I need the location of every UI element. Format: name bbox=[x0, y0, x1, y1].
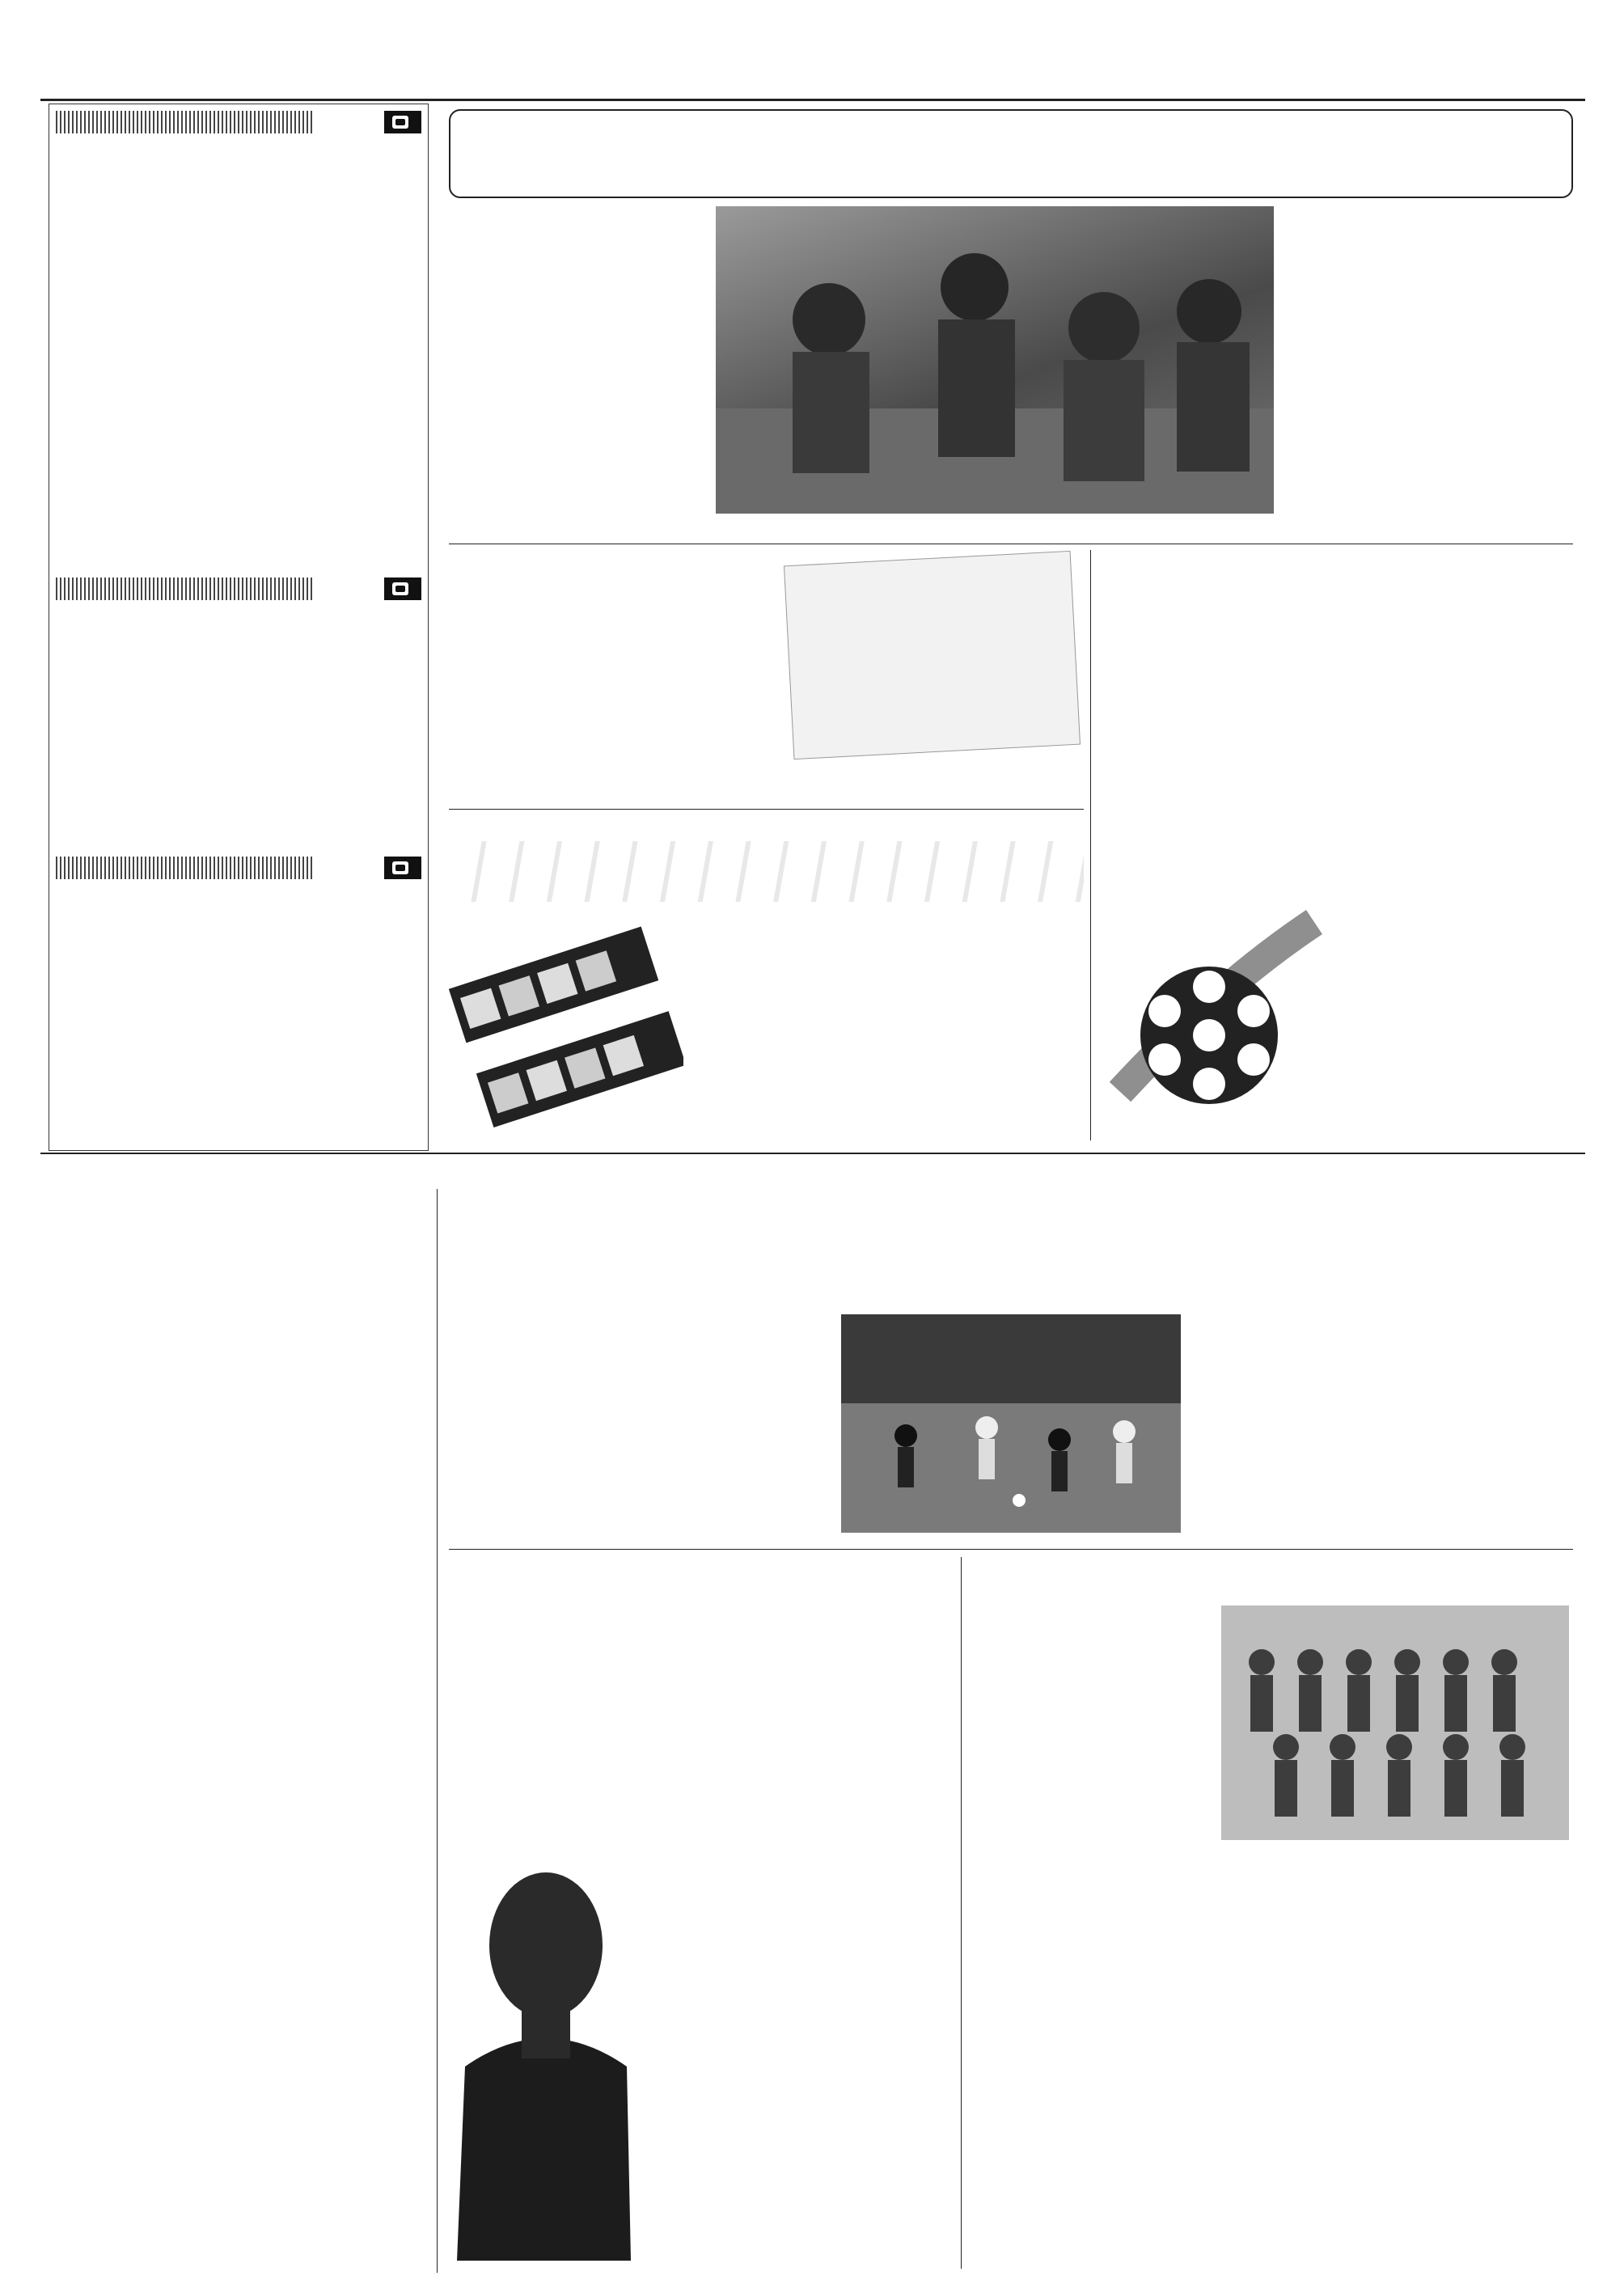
jungle-headline-box bbox=[784, 551, 1081, 759]
cinema-tag bbox=[384, 577, 421, 600]
esteghlal-article bbox=[971, 1557, 1573, 2269]
jungle-bottom-rule bbox=[449, 809, 1084, 810]
film-icon bbox=[392, 582, 408, 595]
resistance-banner bbox=[449, 841, 1084, 902]
silence-text bbox=[49, 1225, 429, 1347]
masthead bbox=[40, 57, 1585, 97]
cinema-text bbox=[57, 646, 421, 848]
failures-text bbox=[1334, 639, 1569, 1132]
cinema-failures-article bbox=[1096, 550, 1573, 1140]
sports-sidebar-divider bbox=[437, 1189, 438, 2273]
torres-player-photo bbox=[449, 1800, 631, 2261]
lead-col-right bbox=[1286, 206, 1573, 538]
book-text bbox=[57, 177, 421, 565]
culture-sidebar bbox=[49, 104, 429, 1151]
failures-text-2 bbox=[1104, 639, 1322, 882]
cinema-tag-line bbox=[56, 577, 315, 600]
sports-lead-bottom-rule bbox=[449, 1549, 1573, 1550]
art-tag-line bbox=[56, 857, 315, 879]
sports-sidebar bbox=[49, 1197, 429, 2265]
hafik-article bbox=[449, 1557, 950, 2269]
art-icon bbox=[392, 861, 408, 874]
masthead-divider bbox=[40, 99, 1585, 101]
sports-text-left bbox=[449, 1310, 829, 1537]
filmstrip-graphic bbox=[449, 906, 683, 1140]
esteghlal-text-right bbox=[1221, 1852, 1569, 2261]
taremi-text bbox=[49, 1735, 429, 2046]
sports-text-right bbox=[1193, 1310, 1573, 1537]
soldiers-photo-illustration bbox=[716, 206, 1274, 514]
weightlifting-text bbox=[49, 1395, 429, 1670]
esteghlal-text-left bbox=[979, 1606, 1209, 2261]
sports-lower-divider bbox=[961, 1557, 962, 2269]
book-icon bbox=[392, 116, 408, 129]
culture-bottom-rule bbox=[40, 1153, 1585, 1154]
art-text bbox=[57, 925, 421, 1144]
lead-photo bbox=[716, 206, 1274, 514]
esteghlal-team-photo bbox=[1221, 1606, 1569, 1840]
football-match-photo bbox=[841, 1314, 1181, 1533]
lead-col-left bbox=[449, 206, 704, 538]
jungle-text bbox=[449, 554, 776, 801]
mid-right-divider bbox=[1090, 550, 1091, 1140]
jungle-headline bbox=[793, 568, 1064, 582]
iraq-text bbox=[49, 2091, 429, 2244]
book-tag-line bbox=[56, 111, 315, 133]
hafik-text bbox=[635, 1646, 946, 2261]
film-reel-icon bbox=[1104, 890, 1322, 1132]
art-tag bbox=[384, 857, 421, 879]
lead-headline-box bbox=[449, 109, 1573, 198]
resistance-text bbox=[696, 910, 1084, 1128]
book-tag bbox=[384, 111, 421, 133]
